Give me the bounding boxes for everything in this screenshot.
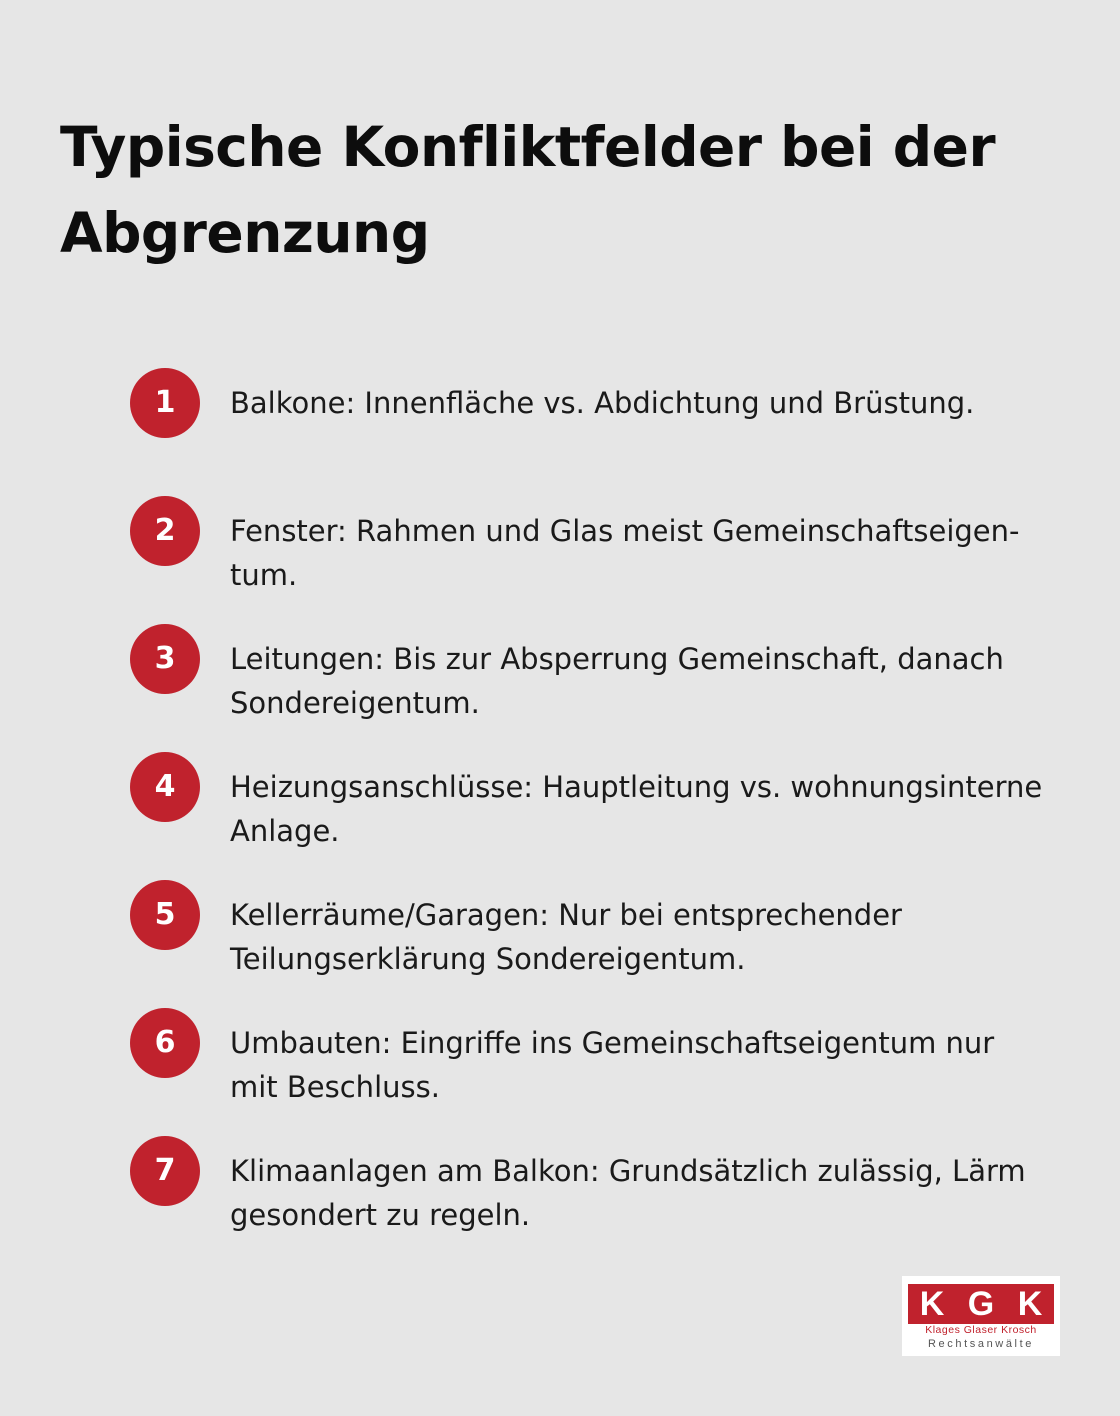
list-item: [130, 624, 1060, 752]
logo-letter-k: K: [919, 1285, 945, 1323]
number-badge: 1: [130, 368, 200, 438]
number-badge: 5: [130, 880, 200, 950]
list-item: [130, 880, 1060, 1008]
kgk-logo: [902, 1276, 1060, 1356]
logo-names: Klages Glaser Krosch: [925, 1324, 1037, 1336]
list-item: [130, 1136, 1060, 1264]
list-item-text: Kellerräume/Garagen: Nur bei entsprechender Teilungserklärung Sondereigentum.: [230, 898, 902, 976]
list-item-text: Umbauten: Eingriffe ins Gemeinschaftseigentum nur mit Beschluss.: [230, 1026, 995, 1104]
list-item: [130, 368, 1060, 496]
list-item: [130, 496, 1060, 624]
list-item: [130, 1008, 1060, 1136]
number-badge: 2: [130, 496, 200, 566]
number-badge: 7: [130, 1136, 200, 1206]
number-badge: 4: [130, 752, 200, 822]
list-item-text: Fenster: Rahmen und Glas meist Gemeinschaftseigen-tum.: [230, 514, 1020, 592]
list-item-text: Klimaanlagen am Balkon: Grundsätzlich zulässig, Lärm gesondert zu regeln.: [230, 1154, 1026, 1232]
logo-letter-k: K: [1017, 1285, 1043, 1323]
page-title: Typische Konfliktfelder bei der Abgrenzung: [60, 115, 996, 265]
logo-letters: [908, 1284, 1054, 1324]
logo-subtitle: Rechtsanwälte: [928, 1338, 1034, 1350]
number-badge: 3: [130, 624, 200, 694]
logo-letter-g: G: [967, 1285, 995, 1323]
conflict-list: [130, 368, 1060, 1264]
list-item-text: Leitungen: Bis zur Absperrung Gemeinschaft, danach Sondereigentum.: [230, 642, 1004, 720]
list-item: [130, 752, 1060, 880]
number-badge: 6: [130, 1008, 200, 1078]
list-item-text: Balkone: Innenfläche vs. Abdichtung und Brüstung.: [230, 386, 975, 420]
list-item-text: Heizungsanschlüsse: Hauptleitung vs. wohnungsinterne Anlage.: [230, 770, 1043, 848]
